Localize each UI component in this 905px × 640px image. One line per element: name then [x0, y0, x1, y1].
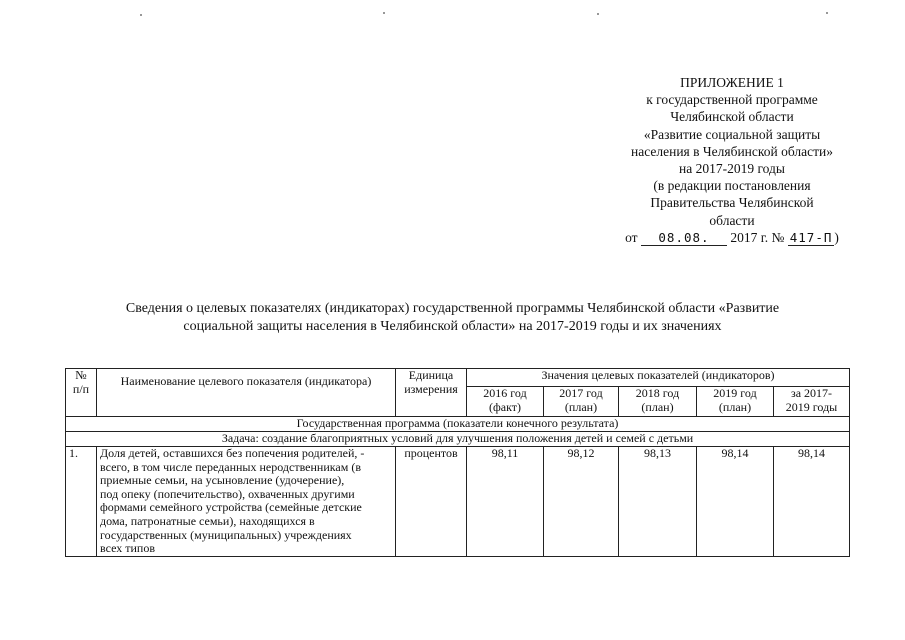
header-year-cell: [697, 387, 774, 417]
header-year: 2019 год: [713, 386, 757, 400]
header-year-kind: (план): [718, 399, 752, 414]
header-name: Наименование целевого показателя (индикатора): [120, 374, 372, 388]
appendix-line: (в редакции постановления: [653, 178, 811, 194]
row-value-2017: 98,12: [544, 447, 619, 557]
header-year: за 2017-: [790, 386, 833, 400]
header-name-cell: [97, 369, 396, 417]
header-values-cell: [467, 369, 850, 387]
scan-speck: [826, 12, 828, 14]
document-heading: [60, 300, 845, 336]
table-row: [66, 447, 850, 557]
appendix-line: к государственной программе: [646, 92, 818, 108]
task-row: [66, 432, 850, 447]
resolution-date: 08.08.: [641, 231, 727, 246]
row-name-cell: [97, 447, 396, 557]
appendix-line: Правительства Челябинской: [650, 195, 814, 211]
appendix-line: «Развитие социальной защиты: [643, 126, 821, 142]
row-name-line: дома, патронатные семьи), находящихся в: [100, 513, 315, 528]
row-num: 1.: [66, 447, 97, 557]
row-value-2018: 98,13: [619, 447, 697, 557]
heading-line-2: социальной защиты населения в Челябинской области» на 2017-2019 годы и их значениях: [183, 319, 722, 334]
appendix-line: населения в Челябинской области»: [631, 143, 833, 159]
table-header-row: [66, 369, 850, 387]
header-year-kind: (факт): [488, 399, 521, 414]
header-year-kind: (план): [641, 399, 674, 414]
row-value-2019: 98,14: [697, 447, 774, 557]
row-name-line: формами семейного устройства (семейные детские: [100, 500, 362, 515]
header-year-cell: [619, 387, 697, 417]
task-cell: Задача: создание благоприятных условий для улучшения положения детей и семей с детьми: [66, 432, 850, 447]
header-year: 2016 год: [483, 386, 527, 400]
row-unit: процентов: [396, 447, 467, 557]
header-year-cell: [467, 387, 544, 417]
header-unit-line1: Единица: [408, 368, 454, 382]
header-unit-line2: измерения: [404, 381, 458, 396]
header-year-kind: (план): [564, 399, 598, 414]
header-year: 2017 год: [559, 386, 603, 400]
appendix-line: Челябинской области: [670, 109, 794, 125]
header-year-cell: [774, 387, 850, 417]
scan-speck: [383, 12, 385, 14]
closing-paren: ): [834, 229, 839, 245]
row-name-line: под опеку (попечительство), охваченных другими: [100, 486, 355, 501]
appendix-line: области: [709, 212, 755, 228]
section-cell: Государственная программа (показатели конечного результата): [66, 417, 850, 432]
header-num-cell: [66, 369, 97, 417]
header-values: Значения целевых показателей (индикаторов): [541, 368, 775, 382]
date-prefix: от: [625, 229, 638, 245]
row-name-line: государственных (муниципальных) учреждениях: [100, 527, 352, 542]
row-name-line: всех типов: [100, 541, 155, 556]
row-name-line: приемные семьи, на усыновление (удочерение),: [100, 473, 345, 488]
appendix-date-line: [610, 229, 854, 246]
row-value-2016: 98,11: [467, 447, 544, 557]
scan-speck: [597, 13, 599, 15]
row-value-total: 98,14: [774, 447, 850, 557]
header-unit-cell: [396, 369, 467, 417]
row-name-line: Доля детей, оставшихся без попечения родителей, -: [100, 446, 365, 460]
scan-speck: [140, 14, 142, 16]
header-num-top: №: [75, 368, 87, 382]
section-row: [66, 417, 850, 432]
header-year-cell: [544, 387, 619, 417]
year-number-label: 2017 г. №: [730, 229, 785, 245]
resolution-number: 417-П: [789, 229, 833, 245]
indicators-table: [65, 368, 850, 557]
row-name-line: всего, в том числе переданных неродственникам (в: [100, 459, 361, 474]
appendix-title: ПРИЛОЖЕНИЕ 1: [680, 75, 784, 90]
appendix-line: на 2017-2019 годы: [679, 161, 785, 177]
heading-line-1: Сведения о целевых показателях (индикаторах) государственной программы Челябинской области «Развитие: [125, 301, 780, 316]
header-year: 2018 год: [635, 386, 680, 400]
header-num-bottom: п/п: [72, 381, 90, 396]
header-year-kind: 2019 годы: [785, 399, 838, 414]
appendix-block: [610, 74, 854, 246]
